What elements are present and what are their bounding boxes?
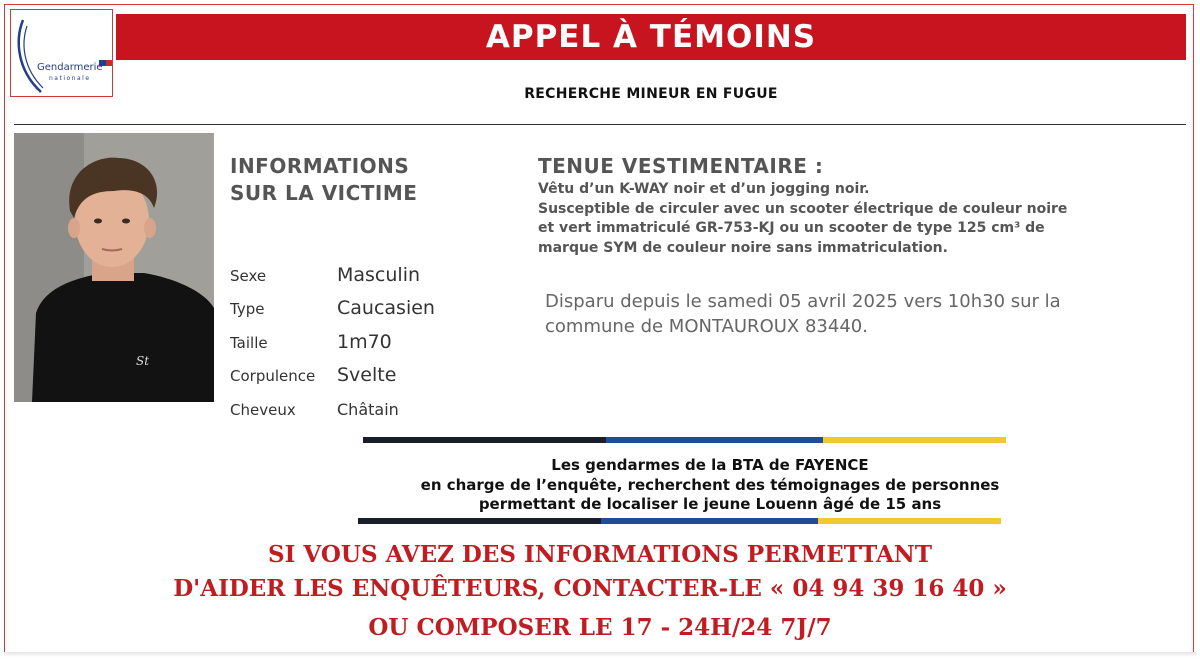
clothing-heading: TENUE VESTIMENTAIRE : — [538, 154, 824, 178]
cta-line2-phone: D'AIDER LES ENQUÊTEURS, CONTACTER-LE « 04 94 39 16 40 » — [173, 575, 1007, 602]
cta-line3: OU COMPOSER LE 17 - 24H/24 7J/7 — [368, 614, 832, 641]
stripe-yellow — [823, 437, 1006, 443]
tricolor-stripe-bottom — [358, 518, 1001, 524]
detail-value: 1m70 — [337, 331, 392, 353]
logo-text-gendarmerie: Gendarmerie — [37, 62, 103, 73]
stripe-yellow — [818, 518, 1001, 524]
svg-text:St: St — [136, 354, 150, 368]
clothing-line: marque SYM de couleur noire sans immatriculation. — [538, 239, 948, 256]
divider — [14, 124, 1186, 125]
disappearance-line2: commune de MONTAUROUX 83440. — [545, 316, 868, 337]
detail-label: Cheveux — [230, 401, 296, 419]
stripe-dark — [358, 518, 601, 524]
gendarmes-line3: permettant de localiser le jeune Louenn âgé de 15 ans — [478, 495, 942, 513]
victim-info-heading — [230, 153, 417, 207]
detail-label: Taille — [230, 334, 268, 352]
stripe-blue — [606, 437, 823, 443]
person-photo-icon — [14, 133, 214, 402]
victim-info-heading-line1: INFORMATIONS — [230, 154, 410, 178]
page-title-banner: APPEL À TÉMOINS — [116, 14, 1186, 60]
clothing-line: Vêtu d’un K-WAY noir et d’un jogging noir. — [538, 181, 870, 197]
clothing-line: et vert immatriculé GR-753-KJ ou un scooter de type 125 cm³ de — [538, 220, 1045, 236]
clothing-line: Susceptible de circuler avec un scooter électrique de couleur noire — [538, 200, 1068, 217]
detail-value: Caucasien — [337, 297, 435, 319]
tricolor-stripe-top — [363, 437, 1006, 443]
gendarmes-line1: Les gendarmes de la BTA de FAYENCE — [551, 456, 869, 474]
detail-value: Masculin — [337, 264, 421, 286]
victim-photo — [14, 133, 214, 402]
stripe-dark — [363, 437, 606, 443]
page-shadow — [4, 652, 1196, 657]
detail-label: Corpulence — [230, 367, 316, 385]
detail-value: Svelte — [337, 364, 397, 386]
cta-line1: SI VOUS AVEZ DES INFORMATIONS PERMETTANT — [268, 541, 932, 568]
logo-text-nationale: nationale — [49, 75, 91, 82]
disappearance-info — [545, 289, 1175, 339]
victim-info-heading-line2: SUR LA VICTIME — [230, 181, 418, 205]
disappearance-line1: Disparu depuis le samedi 05 avril 2025 vers 10h30 sur la — [545, 291, 1061, 312]
clothing-description — [538, 180, 1178, 258]
gendarmes-message — [330, 456, 1090, 515]
detail-label: Sexe — [230, 267, 267, 285]
page-subtitle: RECHERCHE MINEUR EN FUGUE — [524, 86, 778, 102]
logo-emblem-icon — [11, 10, 112, 96]
gendarmes-line2: en charge de l’enquête, recherchent des témoignages de personnes — [420, 475, 1000, 494]
gendarmerie-logo — [10, 9, 113, 97]
detail-label: Type — [230, 300, 265, 318]
stripe-blue — [601, 518, 818, 524]
detail-value: Châtain — [337, 400, 399, 419]
